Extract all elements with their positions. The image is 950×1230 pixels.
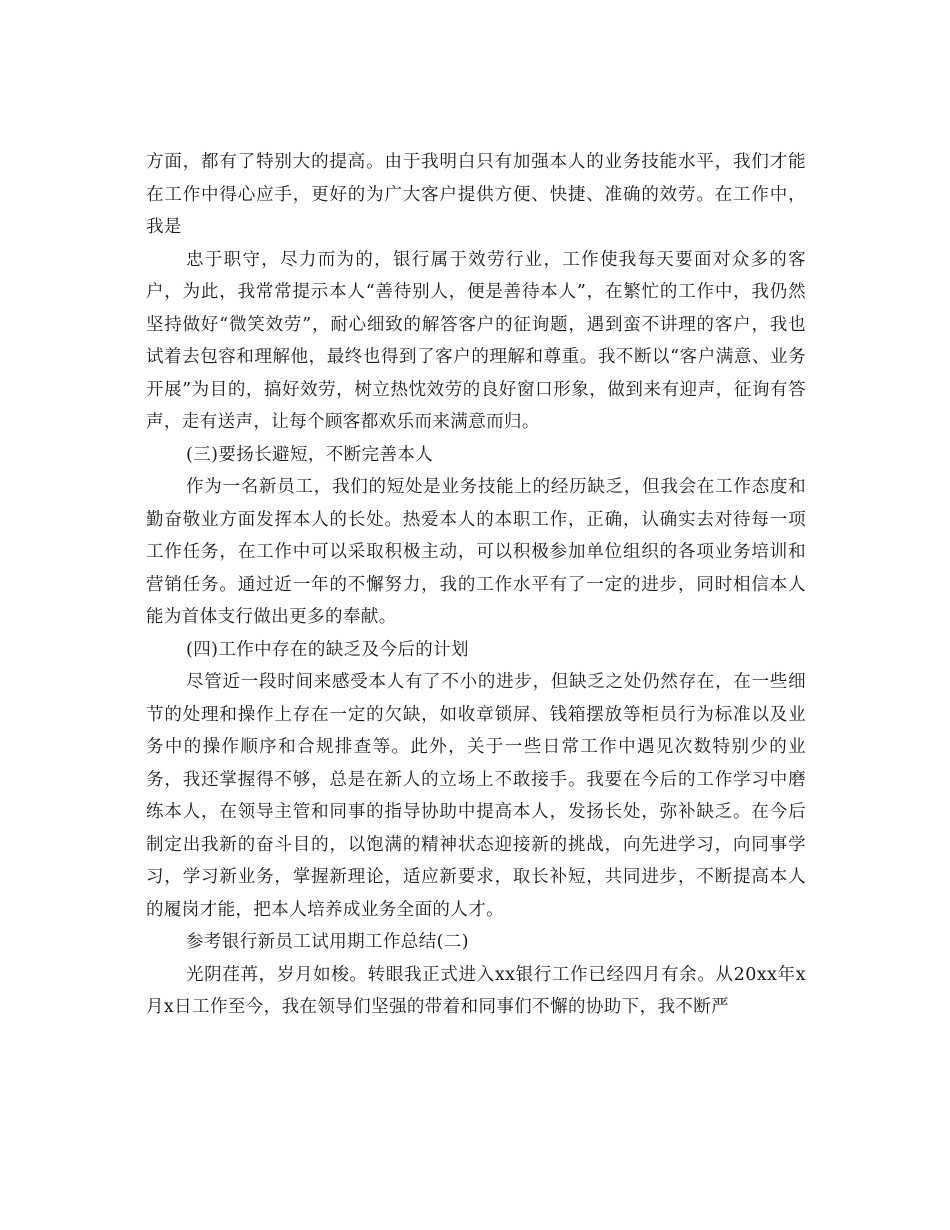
paragraph-8: 光阴荏苒，岁月如梭。转眼我正式进入xx银行工作已经四月有余。从20xx年x月x日工作至今，我在领导们坚强的带着和同事们不懈的协助下，我不断严 <box>146 964 806 1017</box>
document-subtitle: 参考银行新员工试用期工作总结(二) <box>186 932 469 952</box>
document-body <box>146 146 806 1024</box>
paragraph-6: 尽管近一段时间来感受本人有了不小的进步，但缺乏之处仍然存在，在一些细节的处理和操作上存在一定的欠缺，如收章锁屏、钱箱摆放等柜员行为标准以及业务中的操作顺序和合规排查等。此外，关于一些日常工作中遇见次数特别少的业务，我还掌握得不够，总是在新人的立场上不敢接手。我要在今后的工作学习中磨练本人，在领导主管和同事的指导协助中提高本人，发扬长处，弥补缺乏。在今后制定出我新的奋斗目的，以饱满的精神状态迎接新的挑战，向先进学习，向同事学习，学习新业务，掌握新理论，适应新要求，取长补短，共同进步，不断提高本人的履岗才能，把本人培养成业务全面的人才。 <box>146 672 806 920</box>
paragraph-2: 忠于职守，尽力而为的，银行属于效劳行业，工作使我每天要面对众多的客户，为此，我常常提示本人“善待别人，便是善待本人”，在繁忙的工作中，我仍然坚持做好“微笑效劳”，耐心细致的解答客户的征询题，遇到蛮不讲理的客户，我也试着去包容和理解他，最终也得到了客户的理解和尊重。我不断以“客户满意、业务开展”为目的，搞好效劳，树立热忱效劳的良好窗口形象，做到来有迎声，征询有答声，走有送声，让每个顾客都欢乐而来满意而归。 <box>146 249 806 432</box>
section-heading-3: (三)要扬长避短，不断完善本人 <box>186 444 434 465</box>
paragraph-4: 作为一名新员工，我们的短处是业务技能上的经历缺乏，但我会在工作态度和勤奋敬业方面发挥本人的长处。热爱本人的本职工作，正确，认确实去对待每一项工作任务，在工作中可以采取积极主动，可以积极参加单位组织的各项业务培训和营销任务。通过近一年的不懈努力，我的工作水平有了一定的进步，同时相信本人能为首体支行做出更多的奉献。 <box>146 477 806 627</box>
section-heading-4: (四)工作中存在的缺乏及今后的计划 <box>186 639 469 660</box>
paragraph-1: 方面，都有了特别大的提高。由于我明白只有加强本人的业务技能水平，我们才能在工作中得心应手，更好的为广大客户提供方便、快捷、准确的效劳。在工作中，我是 <box>146 152 806 237</box>
